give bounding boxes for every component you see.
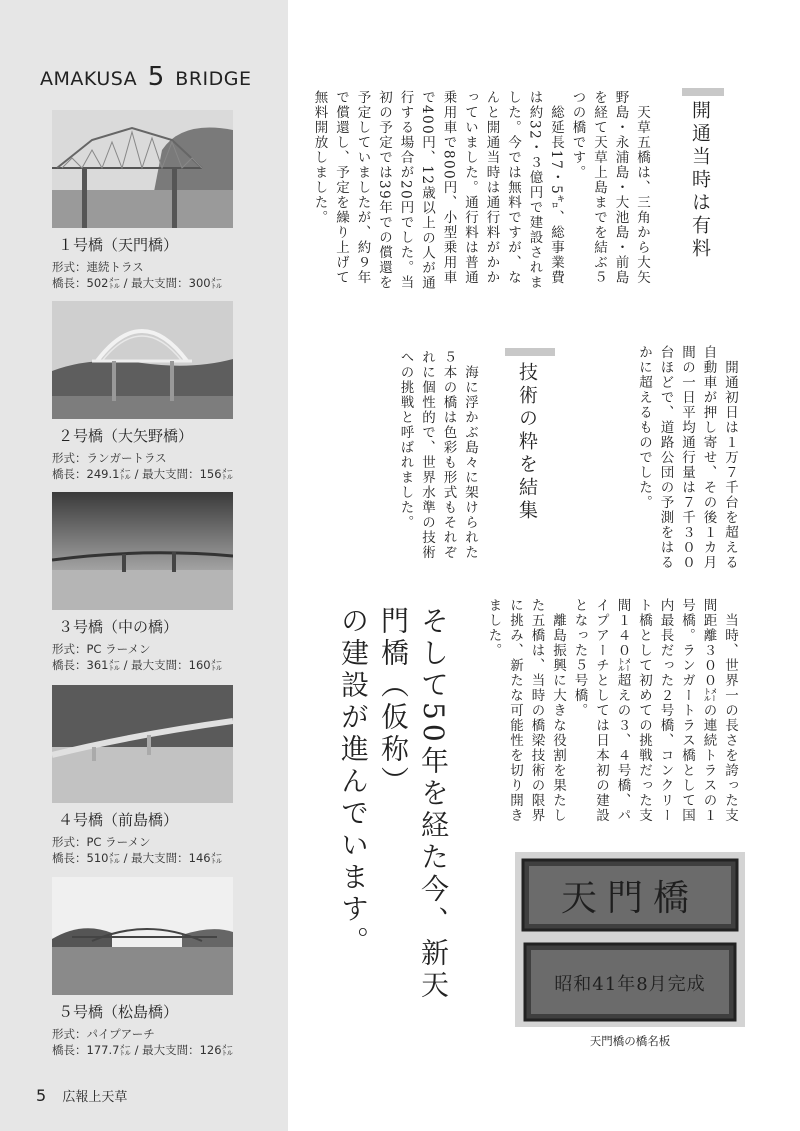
section-2-paragraph-3: 離島振興に大きな役割を果たした五橋は、当時の橋梁技術の限界に挑み、新たな可能性を切り開きました。: [485, 598, 566, 823]
bridge-4-type: 形式：PC ラーメン: [52, 835, 151, 849]
section-2-paragraph-2: 当時、世界一の長さを誇った支間距離３００㍍の連続トラスの１号橋。ランガートラス橋として国内最長だった２号橋、コンクリート橋として初めての挑戦だった支間１４０㍍超えの３、４号橋、パイプアーチとしては日本初の建設となった５号橋。: [571, 598, 738, 823]
bridge-2-name: ２号橋（大矢野橋）: [58, 427, 194, 445]
bridge-5-type: 形式：パイプアーチ: [52, 1027, 155, 1041]
section-1-heading: 開通当時は有料: [689, 100, 711, 261]
section-2-paragraph-1: 海に浮かぶ島々に架けられた５本の橋は色彩も形式もそれぞれに個性的で、世界水準の技術への挑戦と呼ばれました。: [397, 350, 478, 560]
section-1-body-lower: [535, 345, 740, 570]
lead-line-2: の建設が進んでいます。: [337, 606, 370, 958]
lead-statement: [337, 606, 453, 1026]
bridge-4-photo: [52, 685, 233, 803]
section-1-paragraph-1: 天草五橋は、三角から大矢野島・永浦島・大池島・前島を経て天草上島までを結ぶ５つの橋です。: [569, 90, 650, 285]
bridge-card-5: [52, 877, 236, 1058]
sidebar-title-post: BRIDGE: [175, 68, 252, 90]
page-footer: [36, 1086, 127, 1105]
bridge-1-photo: [52, 110, 233, 228]
bridge-1-name: １号橋（天門橋）: [58, 236, 179, 254]
name-plate-caption: 天門橋の橋名板: [589, 1034, 671, 1048]
bridge-5-name: ５号橋（松島橋）: [58, 1003, 179, 1021]
bridge-3-name: ３号橋（中の橋）: [58, 618, 179, 636]
sidebar-title: [40, 62, 252, 92]
section-2-heading-bar: [505, 348, 555, 356]
section-1-body-upper: [207, 90, 652, 295]
section-1-paragraph-2: 総延長17・5㌔、総事業費は約32・３億円で建設されました。今では無料ですが、なんと開通当時は通行料がかかっていました。通行料は普通乗用車で800円、小型乗用車で400円、12歳以上の人が通行する場合が20円でした。当初の予定では39年での償還を予定していましたが、約９年で償還し、予定を繰り上げて無料開放しました。: [311, 90, 564, 291]
section-1-paragraph-3: 開通初日は１万７千台を超える自動車が押し寄せ、その後１カ月間の一日平均通行量は７千３００台ほどで、道路公団の予測をはるかに超えるものでした。: [636, 345, 738, 570]
section-2-heading: 技術の粋を結集: [516, 362, 538, 523]
bridge-2-length: 橋長：249.1㍍ / 最大支間：156㍍: [52, 467, 234, 481]
bridge-5-photo: [52, 877, 233, 995]
bridge-card-3: [52, 492, 236, 673]
bridge-2-type: 形式：ランガートラス: [52, 451, 167, 465]
bridge-1-type: 形式：連続トラス: [52, 260, 144, 274]
bridge-card-4: [52, 685, 236, 866]
plate-top-text: 天門橋: [560, 878, 700, 919]
section-2-body-lower: [485, 598, 740, 830]
bridge-1-length: 橋長：502㍍ / 最大支間：300㍍: [52, 276, 223, 290]
bridge-3-photo: [52, 492, 233, 610]
plate-bottom-text: 昭和41年8月完成: [554, 974, 706, 995]
name-plate-photo: [515, 852, 745, 1027]
lead-line-1: そして50年を経た今、新天門橋（仮称）: [377, 606, 450, 1002]
section-2-body-upper: [350, 350, 480, 565]
page-number: 5: [36, 1086, 47, 1105]
section-1-heading-bar: [682, 88, 724, 96]
bridge-2-photo: [52, 301, 233, 419]
bridge-card-2: [52, 301, 236, 482]
bridge-4-name: ４号橋（前島橋）: [58, 811, 179, 829]
sidebar-title-number: 5: [147, 62, 165, 92]
bridge-5-length: 橋長：177.7㍍ / 最大支間：126㍍: [52, 1043, 234, 1057]
bridge-3-length: 橋長：361㍍ / 最大支間：160㍍: [52, 658, 223, 672]
bridge-4-length: 橋長：510㍍ / 最大支間：146㍍: [52, 851, 223, 865]
sidebar-title-pre: AMAKUSA: [40, 68, 138, 90]
publication-name: 広報上天草: [62, 1090, 128, 1105]
bridge-3-type: 形式：PC ラーメン: [52, 642, 151, 656]
